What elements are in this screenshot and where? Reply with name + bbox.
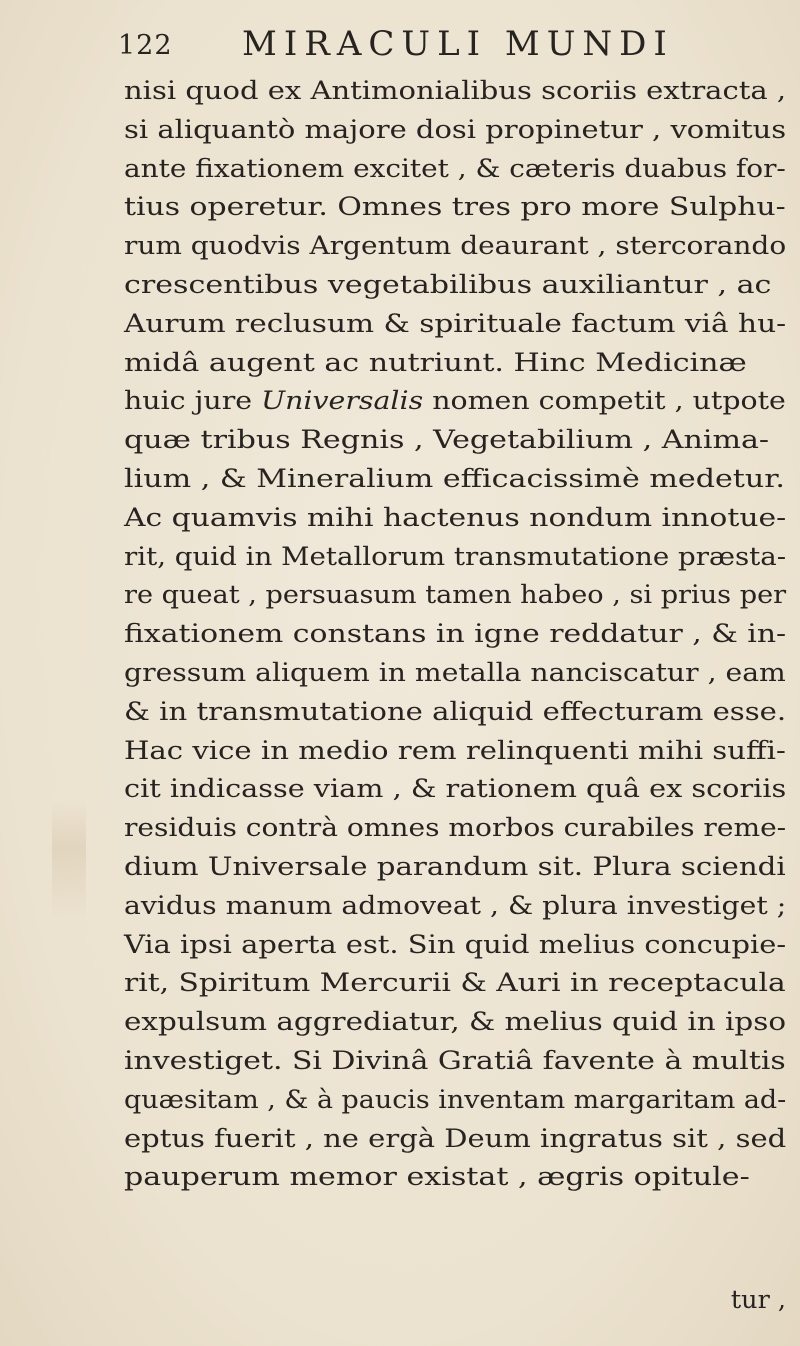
text-line: gressum aliquem in metalla nanciscatur , eam (124, 657, 786, 688)
text-line: quæsitam , & à paucis inventam margaritam ad- (124, 1084, 787, 1115)
text-line: Ac quamvis mihi hactenus nondum innotue- (124, 502, 787, 533)
text-line: ante fixationem excitet , & cæteris duabus for- (124, 153, 786, 184)
text-line: lium , & Mineralium efficacissimè medetur. (124, 463, 785, 494)
text-line: expulsum aggrediatur, & melius quid in ipso (124, 1007, 787, 1038)
catchword: tur , (730, 1285, 786, 1315)
text-line: eptus fuerit , ne ergà Deum ingratus sit , sed (124, 1123, 787, 1154)
text-line: si aliquantò majore dosi propinetur , vomitus (124, 114, 787, 145)
text-line: crescentibus vegetabilibus auxiliantur , ac (124, 269, 772, 300)
italic-term: Universalis (261, 386, 424, 417)
text-line: tius operetur. Omnes tres pro more Sulphu- (124, 192, 786, 223)
page-header (118, 20, 718, 70)
text-line (124, 382, 794, 421)
text-line: quæ tribus Regnis , Vegetabilium , Anima- (124, 425, 770, 456)
text-line: rit, Spiritum Mercurii & Auri in receptacula (124, 968, 786, 999)
text-line: Aurum reclusum & spirituale factum viâ hu- (124, 308, 787, 339)
running-title: MIRACULI MUNDI (242, 24, 674, 64)
text-line: fixationem constans in igne reddatur , & in- (124, 619, 787, 650)
text-line: & in transmutatione aliquid effecturam esse. (124, 696, 787, 727)
text-line: investiget. Si Divinâ Gratiâ favente à multis (124, 1045, 786, 1076)
text-line: cit indicasse viam , & rationem quâ ex scoriis (124, 774, 787, 805)
margin-stain (52, 800, 86, 920)
text-segment: huic jure (124, 386, 262, 417)
text-line: Hac vice in medio rem relinquenti mihi suffi- (124, 735, 786, 766)
text-line: midâ augent ac nutriunt. Hinc Medicinæ (124, 347, 747, 378)
text-line: rum quodvis Argentum deaurant , stercorando (124, 231, 787, 262)
text-line: Via ipsi aperta est. Sin quid melius concupie- (124, 929, 787, 960)
text-line: pauperum memor existat , ægris opitule- (124, 1162, 750, 1193)
text-line: residuis contrà omnes morbos curabiles reme- (124, 813, 787, 844)
text-line: rit, quid in Metallorum transmutatione præsta- (124, 541, 787, 572)
text-line: dium Universale parandum sit. Plura sciendi (124, 851, 786, 882)
body-text (124, 72, 794, 1197)
text-line: nisi quod ex Antimonialibus scoriis extracta , (124, 76, 787, 106)
text-line: re queat , persuasum tamen habeo , si prius per (124, 580, 787, 611)
text-line: avidus manum admoveat , & plura investiget ; (124, 890, 787, 921)
page-number: 122 (118, 30, 173, 61)
text-segment: nomen competit , utpote (423, 386, 786, 417)
